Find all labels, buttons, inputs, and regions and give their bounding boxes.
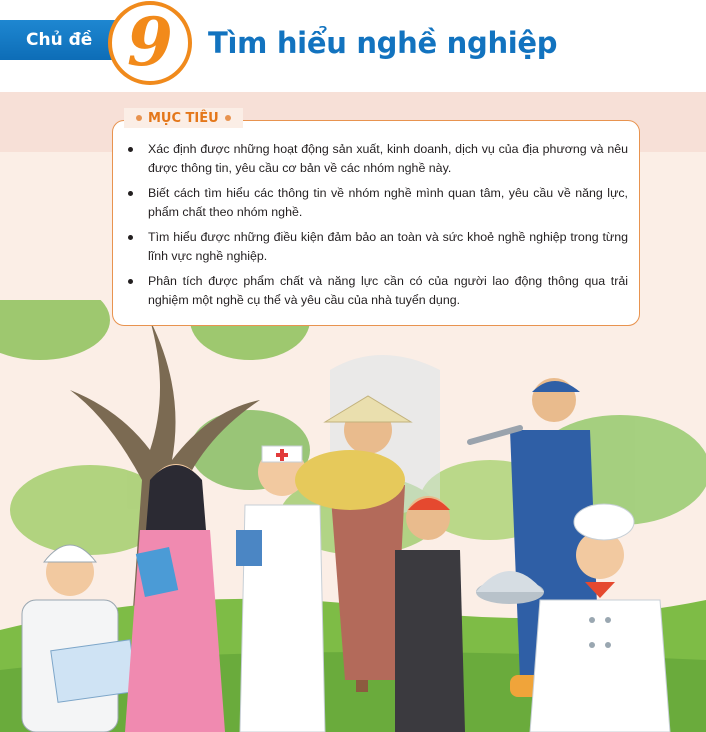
topic-title: Tìm hiểu nghề nghiệp: [208, 26, 558, 60]
list-item: [128, 272, 628, 310]
list-item: [128, 228, 628, 266]
bullet-icon: [128, 235, 133, 240]
objectives-heading-wrap: [124, 108, 243, 128]
bullet-icon: [128, 147, 133, 152]
objective-text: Phân tích được phẩm chất và năng lực cần có của người lao động thông qua trải nghiệm một nghề cụ thể và yêu cầu của nhà tuyển dụng.: [148, 274, 628, 307]
objective-text: Tìm hiểu được những điều kiện đảm bảo an toàn và sức khoẻ nghề nghiệp trong từng lĩnh vực nghề nghiệp.: [148, 230, 628, 263]
chapter-label: Chủ đề: [26, 30, 93, 50]
bullet-icon: [128, 279, 133, 284]
bullet-icon: [128, 191, 133, 196]
list-item: [128, 140, 628, 178]
heading-dot-left: [136, 115, 142, 121]
careers-illustration: [0, 300, 706, 732]
objective-text: Xác định được những hoạt động sản xuất, kinh doanh, dịch vụ của địa phương và nêu được thông tin, yêu cầu cơ bản về các nhóm nghề này.: [148, 142, 628, 175]
objectives-heading: MỤC TIÊU: [148, 110, 219, 126]
chapter-number: 9: [127, 3, 173, 81]
objective-text: Biết cách tìm hiểu các thông tin về nhóm nghề mình quan tâm, yêu cầu về năng lực, phẩm chất theo nhóm nghề.: [148, 186, 628, 219]
list-item: [128, 184, 628, 222]
objectives-list: [128, 140, 628, 316]
heading-dot-right: [225, 115, 231, 121]
